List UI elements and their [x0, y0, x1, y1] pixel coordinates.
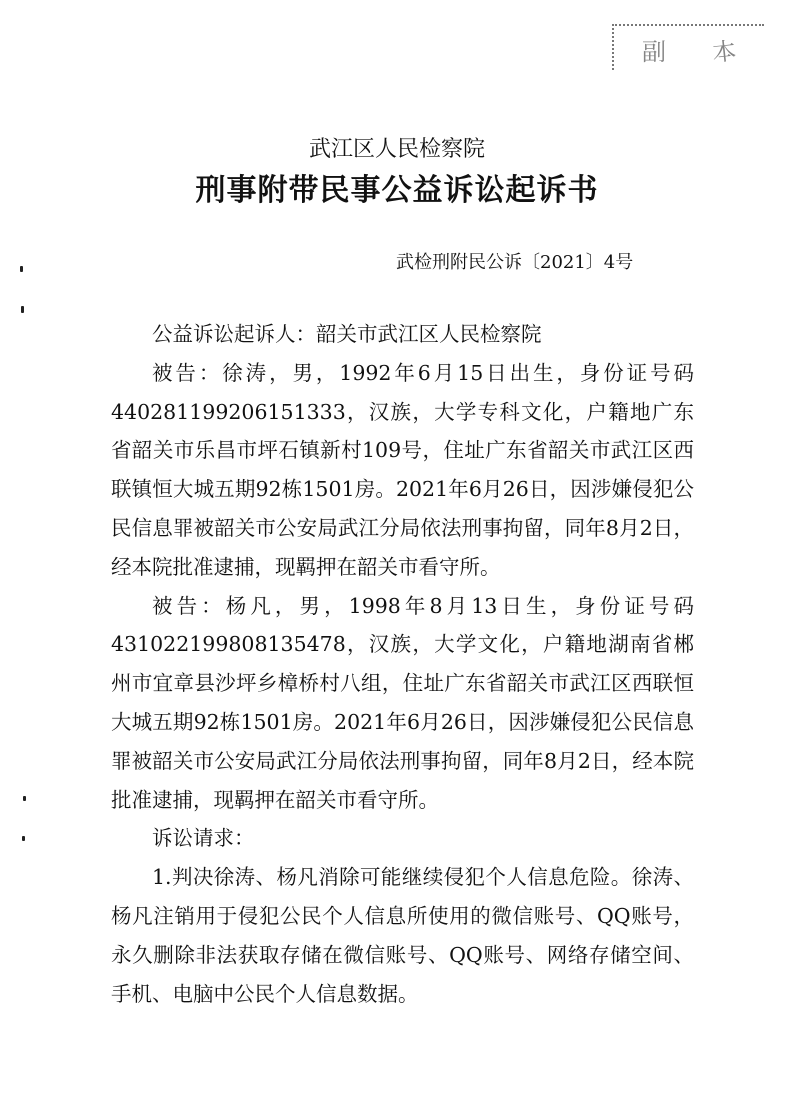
claims-heading: 诉讼请求： — [152, 826, 255, 851]
scan-mark — [20, 266, 23, 272]
stamp-char-2: 本 — [710, 36, 740, 68]
document-number: 武检刑附民公诉〔2021〕4号 — [396, 252, 634, 273]
prosecutor-line: 公益诉讼起诉人：韶关市武江区人民检察院 — [152, 322, 542, 346]
document-body — [111, 315, 694, 1013]
scan-mark — [22, 836, 25, 841]
scan-mark — [23, 796, 26, 801]
copy-stamp — [612, 24, 764, 70]
claim-1-paragraph: 1.判决徐涛、杨凡消除可能继续侵犯个人信息危险。徐涛、杨凡注销用于侵犯公民个人信息所使用的微信账号、QQ账号，永久删除非法获取存储在微信账号、QQ账号、网络存储空间、手机、电脑中公民个人信息数据。 — [111, 865, 694, 1006]
scan-mark — [21, 306, 24, 313]
stamp-char-1: 副 — [642, 38, 668, 66]
defendant-2-paragraph: 被告：杨凡，男，1998年8月13日生，身份证号码431022199808135478，汉族，大学文化，户籍地湖南省郴州市宜章县沙坪乡樟桥村八组，住址广东省韶关市武江区西联恒大城五期92栋1501房。2021年6月26日，因涉嫌侵犯公民信息罪被韶关市公安局武江分局依法刑事拘留，同年8月2日，经本院批准逮捕，现羁押在韶关市看守所。 — [111, 593, 694, 812]
defendant-1-paragraph: 被告：徐涛，男，1992年6月15日出生，身份证号码440281199206151333，汉族，大学专科文化，户籍地广东省韶关市乐昌市坪石镇新村109号，住址广东省韶关市武江区西联镇恒大城五期92栋1501房。2021年6月26日，因涉嫌侵犯公民信息罪被韶关市公安局武江分局依法刑事拘留，同年8月2日，经本院批准逮捕，现羁押在韶关市看守所。 — [111, 360, 694, 579]
document-title: 刑事附带民事公益诉讼起诉书 — [195, 173, 599, 208]
agency-name: 武江区人民检察院 — [308, 137, 485, 162]
